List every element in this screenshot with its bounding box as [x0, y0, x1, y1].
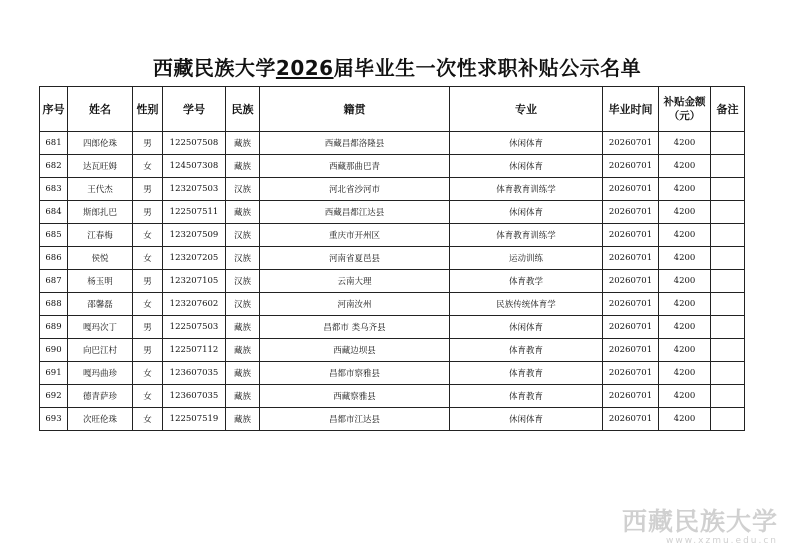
header-index: 序号 [40, 87, 68, 132]
cell-ethnicity: 汉族 [226, 224, 260, 247]
cell-index: 687 [40, 270, 68, 293]
cell-index: 691 [40, 362, 68, 385]
cell-index: 690 [40, 339, 68, 362]
cell-graduation-date: 20260701 [603, 316, 659, 339]
cell-subsidy-amount: 4200 [659, 247, 711, 270]
cell-gender: 女 [133, 293, 163, 316]
cell-major: 体育教育 [450, 385, 603, 408]
cell-native-place: 西藏边坝县 [260, 339, 450, 362]
subsidy-roster-table [39, 86, 745, 431]
header-remarks: 备注 [711, 87, 745, 132]
cell-subsidy-amount: 4200 [659, 224, 711, 247]
cell-subsidy-amount: 4200 [659, 385, 711, 408]
cell-subsidy-amount: 4200 [659, 201, 711, 224]
cell-major: 体育教育训练学 [450, 224, 603, 247]
cell-graduation-date: 20260701 [603, 362, 659, 385]
table-row [40, 224, 745, 247]
cell-index: 693 [40, 408, 68, 431]
cell-ethnicity: 汉族 [226, 247, 260, 270]
cell-student-id: 122507503 [163, 316, 226, 339]
cell-major: 体育教育 [450, 362, 603, 385]
cell-subsidy-amount: 4200 [659, 270, 711, 293]
cell-native-place: 西藏昌都江达县 [260, 201, 450, 224]
cell-native-place: 云南大理 [260, 270, 450, 293]
cell-remarks [711, 178, 745, 201]
cell-name: 邵馨磊 [68, 293, 133, 316]
cell-student-id: 123207205 [163, 247, 226, 270]
cell-name: 江春梅 [68, 224, 133, 247]
cell-subsidy-amount: 4200 [659, 408, 711, 431]
header-subsidy-amount: 补贴金额（元） [659, 87, 711, 132]
cell-subsidy-amount: 4200 [659, 339, 711, 362]
table-body [40, 132, 745, 431]
cell-student-id: 123207503 [163, 178, 226, 201]
cell-major: 休闲体育 [450, 408, 603, 431]
cell-graduation-date: 20260701 [603, 293, 659, 316]
cell-gender: 男 [133, 178, 163, 201]
header-gender: 性别 [133, 87, 163, 132]
cell-name: 侯悦 [68, 247, 133, 270]
cell-index: 684 [40, 201, 68, 224]
table-row [40, 339, 745, 362]
title-suffix: 届毕业生一次性求职补贴公示名单 [333, 56, 642, 80]
cell-ethnicity: 汉族 [226, 293, 260, 316]
table-row [40, 270, 745, 293]
header-major: 专业 [450, 87, 603, 132]
cell-native-place: 昌都市江达县 [260, 408, 450, 431]
cell-student-id: 122507508 [163, 132, 226, 155]
cell-remarks [711, 339, 745, 362]
cell-gender: 女 [133, 362, 163, 385]
cell-native-place: 河北省沙河市 [260, 178, 450, 201]
cell-native-place: 重庆市开州区 [260, 224, 450, 247]
cell-student-id: 122507519 [163, 408, 226, 431]
table-row [40, 293, 745, 316]
cell-remarks [711, 132, 745, 155]
cell-ethnicity: 汉族 [226, 178, 260, 201]
cell-index: 681 [40, 132, 68, 155]
cell-name: 斯郎扎巴 [68, 201, 133, 224]
cell-graduation-date: 20260701 [603, 270, 659, 293]
cell-graduation-date: 20260701 [603, 224, 659, 247]
cell-remarks [711, 362, 745, 385]
cell-graduation-date: 20260701 [603, 408, 659, 431]
cell-remarks [711, 408, 745, 431]
cell-name: 王代杰 [68, 178, 133, 201]
cell-graduation-date: 20260701 [603, 247, 659, 270]
cell-remarks [711, 201, 745, 224]
table-row [40, 201, 745, 224]
cell-index: 692 [40, 385, 68, 408]
cell-remarks [711, 293, 745, 316]
cell-gender: 女 [133, 247, 163, 270]
cell-name: 次旺伦珠 [68, 408, 133, 431]
cell-gender: 女 [133, 224, 163, 247]
cell-student-id: 123207509 [163, 224, 226, 247]
cell-ethnicity: 藏族 [226, 316, 260, 339]
cell-student-id: 123207105 [163, 270, 226, 293]
cell-graduation-date: 20260701 [603, 339, 659, 362]
cell-gender: 男 [133, 201, 163, 224]
cell-index: 686 [40, 247, 68, 270]
cell-index: 688 [40, 293, 68, 316]
cell-gender: 女 [133, 385, 163, 408]
cell-gender: 女 [133, 155, 163, 178]
cell-ethnicity: 藏族 [226, 132, 260, 155]
cell-name: 德青萨珍 [68, 385, 133, 408]
cell-major: 休闲体育 [450, 155, 603, 178]
cell-major: 体育教育 [450, 339, 603, 362]
cell-ethnicity: 藏族 [226, 385, 260, 408]
title-year: 2026 [275, 56, 334, 80]
cell-student-id: 123607035 [163, 385, 226, 408]
university-watermark [622, 508, 778, 547]
cell-student-id: 123607035 [163, 362, 226, 385]
cell-ethnicity: 藏族 [226, 408, 260, 431]
cell-major: 体育教学 [450, 270, 603, 293]
header-ethnicity: 民族 [226, 87, 260, 132]
table-header-row [40, 87, 745, 132]
cell-native-place: 昌都市察雅县 [260, 362, 450, 385]
header-student-id: 学号 [163, 87, 226, 132]
cell-name: 嘎玛曲珍 [68, 362, 133, 385]
header-name: 姓名 [68, 87, 133, 132]
table-row [40, 408, 745, 431]
cell-native-place: 西藏察雅县 [260, 385, 450, 408]
title-prefix: 西藏民族大学 [152, 56, 276, 80]
cell-student-id: 122507511 [163, 201, 226, 224]
cell-student-id: 124507308 [163, 155, 226, 178]
table-row [40, 362, 745, 385]
cell-gender: 女 [133, 408, 163, 431]
cell-gender: 男 [133, 132, 163, 155]
table-row [40, 132, 745, 155]
cell-remarks [711, 224, 745, 247]
cell-native-place: 西藏昌都洛隆县 [260, 132, 450, 155]
cell-graduation-date: 20260701 [603, 132, 659, 155]
cell-ethnicity: 汉族 [226, 270, 260, 293]
cell-native-place: 河南省夏邑县 [260, 247, 450, 270]
cell-major: 休闲体育 [450, 132, 603, 155]
table-row [40, 247, 745, 270]
cell-subsidy-amount: 4200 [659, 316, 711, 339]
cell-index: 685 [40, 224, 68, 247]
cell-major: 体育教育训练学 [450, 178, 603, 201]
cell-native-place: 西藏那曲巴青 [260, 155, 450, 178]
cell-student-id: 123207602 [163, 293, 226, 316]
table-row [40, 316, 745, 339]
cell-gender: 男 [133, 339, 163, 362]
cell-ethnicity: 藏族 [226, 155, 260, 178]
header-native-place: 籍贯 [260, 87, 450, 132]
cell-remarks [711, 270, 745, 293]
cell-native-place: 河南汝州 [260, 293, 450, 316]
cell-major: 民族传统体育学 [450, 293, 603, 316]
cell-major: 休闲体育 [450, 201, 603, 224]
cell-index: 689 [40, 316, 68, 339]
cell-graduation-date: 20260701 [603, 178, 659, 201]
cell-name: 向巴江村 [68, 339, 133, 362]
cell-subsidy-amount: 4200 [659, 293, 711, 316]
cell-remarks [711, 247, 745, 270]
cell-ethnicity: 藏族 [226, 339, 260, 362]
cell-name: 嘎玛次丁 [68, 316, 133, 339]
cell-name: 达瓦旺姆 [68, 155, 133, 178]
cell-remarks [711, 316, 745, 339]
cell-name: 四郎伦珠 [68, 132, 133, 155]
header-graduation-date: 毕业时间 [603, 87, 659, 132]
table-row [40, 155, 745, 178]
cell-index: 682 [40, 155, 68, 178]
cell-subsidy-amount: 4200 [659, 132, 711, 155]
cell-graduation-date: 20260701 [603, 201, 659, 224]
cell-remarks [711, 155, 745, 178]
cell-graduation-date: 20260701 [603, 385, 659, 408]
watermark-name: 西藏民族大学 [621, 507, 778, 536]
page-title [0, 52, 794, 81]
cell-subsidy-amount: 4200 [659, 362, 711, 385]
cell-major: 运动训练 [450, 247, 603, 270]
cell-gender: 男 [133, 316, 163, 339]
cell-gender: 男 [133, 270, 163, 293]
cell-major: 休闲体育 [450, 316, 603, 339]
cell-student-id: 122507112 [163, 339, 226, 362]
cell-native-place: 昌都市 类乌齐县 [260, 316, 450, 339]
cell-ethnicity: 藏族 [226, 362, 260, 385]
table-row [40, 178, 745, 201]
table-row [40, 385, 745, 408]
cell-name: 杨玉明 [68, 270, 133, 293]
cell-remarks [711, 385, 745, 408]
cell-index: 683 [40, 178, 68, 201]
cell-ethnicity: 藏族 [226, 201, 260, 224]
cell-subsidy-amount: 4200 [659, 178, 711, 201]
watermark-url: www.xzmu.edu.cn [666, 536, 778, 546]
cell-graduation-date: 20260701 [603, 155, 659, 178]
cell-subsidy-amount: 4200 [659, 155, 711, 178]
